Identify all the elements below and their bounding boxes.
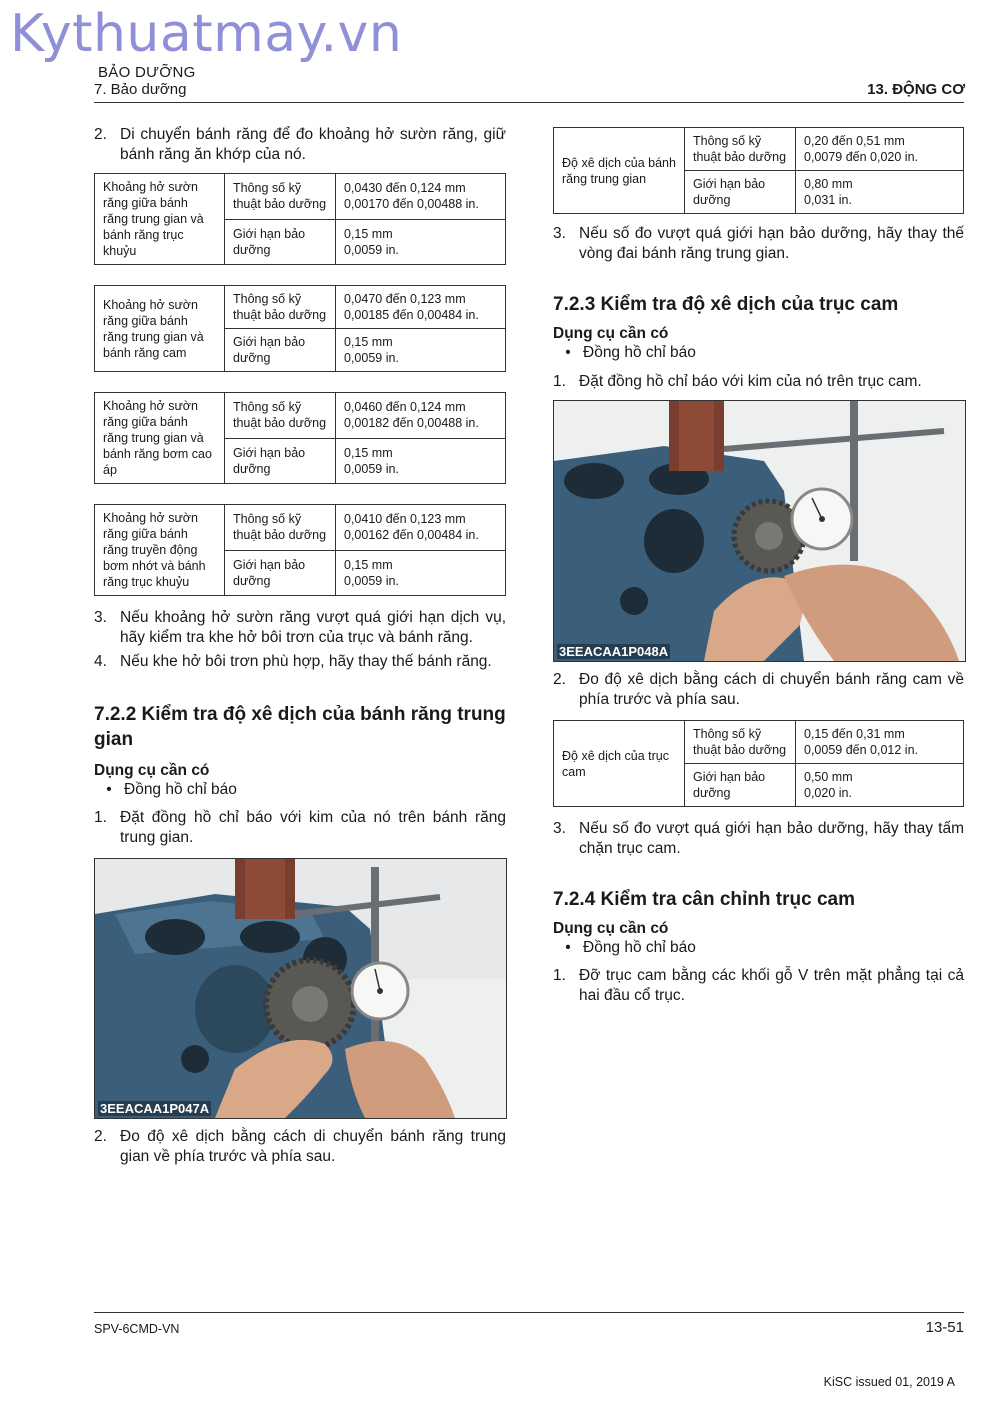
spec-table-idle-injection [94,392,506,484]
photo-caption: 3EEACAA1P048A [559,644,669,659]
spec-table-oilpump-crank [94,504,506,596]
step-1-support-camshaft: 1. Đỡ trục cam bằng các khối gỗ V trên mặt phẳng tại cả hai đầu cổ trục. [553,967,964,1004]
step-2-measure-cam: 2. Đo độ xê dịch bằng cách di chuyển bánh răng cam về phía trước và phía sau. [553,671,964,708]
tools-label: Dụng cụ cần có [553,325,669,342]
spec-value: 0,0460 đến 0,124 mm 0,00182 đến 0,00488 in. [336,393,506,439]
spec-table-idle-cam [94,285,506,372]
spec-value: 0,20 đến 0,51 mm 0,0079 đến 0,020 in. [796,128,964,171]
spec-table-idle-crank [94,173,506,265]
spec-value: 0,0470 đến 0,123 mm 0,00185 đến 0,00484 in. [336,286,506,329]
spec-item: Khoảng hở sườn răng giữa bánh răng trung gian và bánh răng bơm cao áp [95,393,225,484]
step-3-replace-thrust-plate: 3. Nếu số đo vượt quá giới hạn bảo dưỡng, hãy thay tấm chặn trục cam. [553,820,964,857]
footer-divider [94,1312,964,1313]
engine-block-photo [554,401,965,661]
footer-doc-code: SPV-6CMD-VN [94,1322,180,1336]
tool-item: • Đồng hồ chỉ báo [565,939,696,956]
limit-label: Giới hạn bảo dưỡng [685,764,796,807]
limit-value: 0,80 mm 0,031 in. [796,171,964,214]
step-4-replace-gear: 4. Nếu khe hở bôi trơn phù hợp, hãy thay thế bánh răng. [94,653,492,670]
limit-value: 0,15 mm 0,0059 in. [336,550,506,596]
spec-label: Thông số kỹ thuật bảo dưỡng [225,174,336,220]
limit-value: 0,15 mm 0,0059 in. [336,219,506,265]
step-3-replace-bushing: 3. Nếu số đo vượt quá giới hạn bảo dưỡng, hãy thay thế vòng đai bánh răng trung gian. [553,225,964,262]
step-2-move-gear: 2. Di chuyển bánh răng để đo khoảng hở sườn răng, giữ bánh răng ăn khớp của nó. [94,126,506,163]
limit-label: Giới hạn bảo dưỡng [225,219,336,265]
spec-label: Thông số kỹ thuật bảo dưỡng [225,505,336,551]
limit-label: Giới hạn bảo dưỡng [225,438,336,484]
step-3-check-clearance: 3. Nếu khoảng hở sườn răng vượt quá giới hạn dịch vụ, hãy kiểm tra khe hở bôi trơn của trục và bánh răng. [94,609,506,646]
left-column [94,125,506,1171]
photo-camshaft-measurement [553,400,966,662]
limit-value: 0,50 mm 0,020 in. [796,764,964,807]
spec-table-idle-sideclearance [553,127,964,214]
limit-label: Giới hạn bảo dưỡng [685,171,796,214]
spec-item: Khoảng hở sườn răng giữa bánh răng truyền động bơm nhớt và bánh răng trục khuỷu [95,505,225,596]
spec-item: Khoảng hở sườn răng giữa bánh răng trung gian và bánh răng cam [95,286,225,372]
limit-label: Giới hạn bảo dưỡng [225,550,336,596]
spec-label: Thông số kỹ thuật bảo dưỡng [685,128,796,171]
engine-block-photo [95,859,506,1118]
spec-value: 0,0410 đến 0,123 mm 0,00162 đến 0,00484 in. [336,505,506,551]
spec-label: Thông số kỹ thuật bảo dưỡng [685,721,796,764]
header-section: BẢO DƯỠNG [98,64,196,81]
spec-item: Khoảng hở sườn răng giữa bánh răng trung gian và bánh răng trục khuỷu [95,174,225,265]
photo-idle-gear-measurement [94,858,507,1119]
limit-value: 0,15 mm 0,0059 in. [336,438,506,484]
header-chapter: 13. ĐỘNG CƠ [867,81,965,98]
step-2-measure-idle: 2. Đo độ xê dịch bằng cách di chuyển bánh răng trung gian về phía trước và phía sau. [94,1128,506,1165]
photo-caption: 3EEACAA1P047A [100,1101,210,1116]
spec-label: Thông số kỹ thuật bảo dưỡng [225,286,336,329]
limit-value: 0,15 mm 0,0059 in. [336,329,506,372]
spec-label: Thông số kỹ thuật bảo dưỡng [225,393,336,439]
spec-item: Độ xê dịch của trục cam [554,721,685,807]
tools-label: Dụng cụ cần có [553,920,669,937]
footer-issue: KiSC issued 01, 2019 A [823,1375,955,1389]
footer-page-number: 13-51 [925,1319,964,1336]
spec-value: 0,0430 đến 0,124 mm 0,00170 đến 0,00488 in. [336,174,506,220]
step-1-set-indicator-cam: 1. Đặt đồng hồ chỉ báo với kim của nó trên trục cam. [553,373,922,390]
right-column [553,127,964,1010]
spec-value: 0,15 đến 0,31 mm 0,0059 đến 0,012 in. [796,721,964,764]
spec-item: Độ xê dịch của bánh răng trung gian [554,128,685,214]
limit-label: Giới hạn bảo dưỡng [225,329,336,372]
step-1-set-indicator: 1. Đặt đồng hồ chỉ báo với kim của nó trên bánh răng trung gian. [94,809,506,846]
section-title-723: 7.2.3 Kiểm tra độ xê dịch của trục cam [553,294,899,315]
header-divider [94,102,964,103]
tool-item: • Đồng hồ chỉ báo [565,344,696,361]
tool-item: • Đồng hồ chỉ báo [106,781,237,798]
tools-label: Dụng cụ cần có [94,762,210,779]
header-subsection: 7. Bảo dưỡng [94,81,187,98]
spec-table-camshaft-sideclearance [553,720,964,807]
section-title-724: 7.2.4 Kiểm tra cân chỉnh trục cam [553,889,856,910]
watermark: Kythuatmay.vn [10,4,403,64]
section-title-722: 7.2.2 Kiểm tra độ xê dịch của bánh răng trung gian [94,704,506,750]
